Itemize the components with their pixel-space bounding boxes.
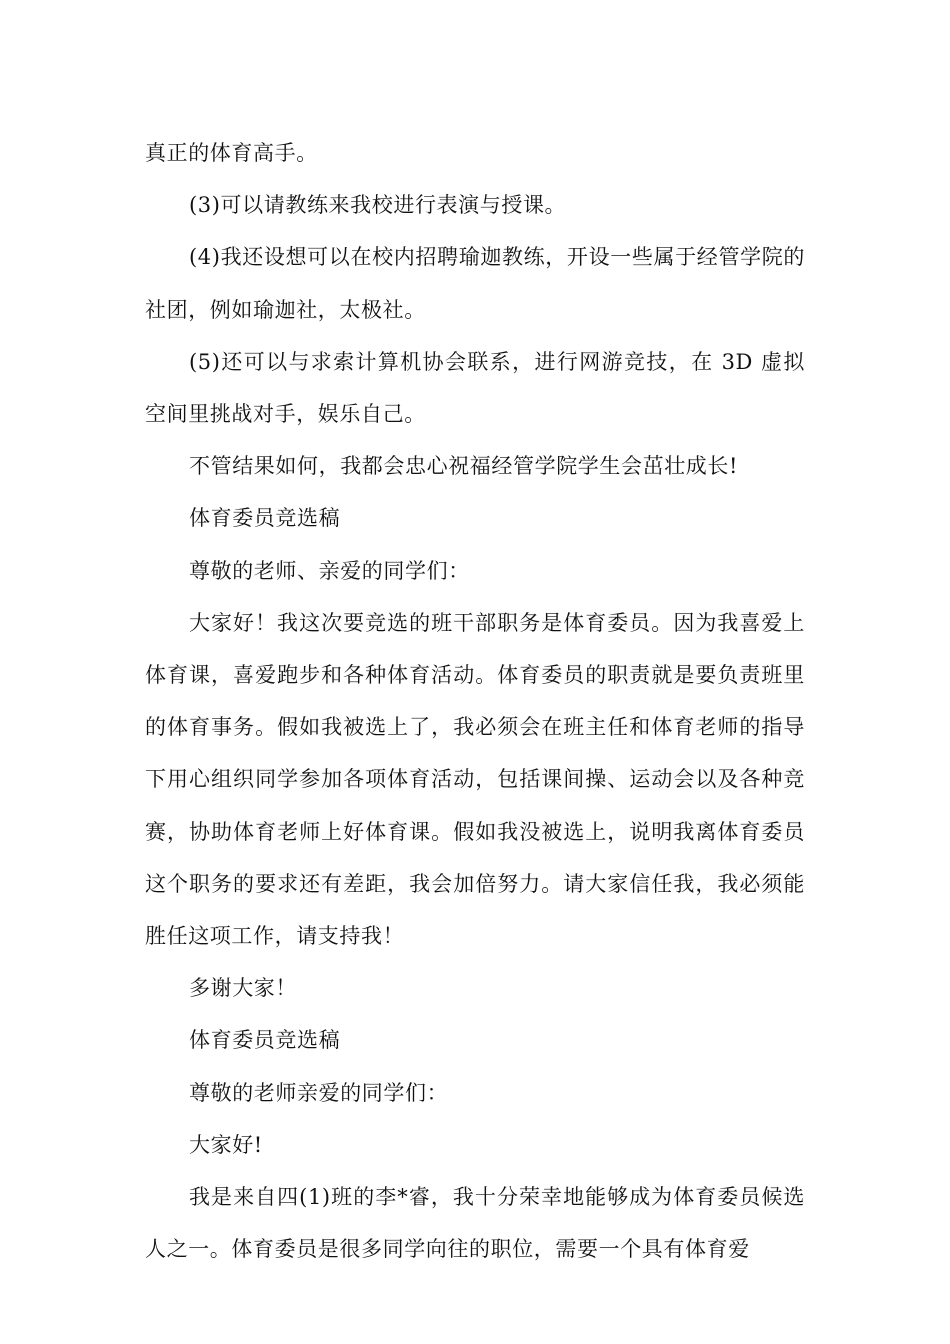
paragraph: 不管结果如何，我都会忠心祝福经管学院学生会茁壮成长! xyxy=(189,454,739,479)
paragraph: (3)可以请教练来我校进行表演与授课。 xyxy=(189,193,567,218)
closing: 多谢大家！ xyxy=(189,976,297,1001)
paragraph: 真正的体育高手。 xyxy=(145,141,318,165)
salutation: 尊敬的老师、亲爱的同学们： xyxy=(189,558,470,583)
salutation: 尊敬的老师亲爱的同学们： xyxy=(189,1080,449,1105)
paragraph: (5)还可以与求索计算机协会联系，进行网游竞技，在 3D 虚拟空间里挑战对手，娱乐自己。 xyxy=(145,349,805,427)
document-body xyxy=(145,127,805,1275)
paragraph: 大家好！我这次要竞选的班干部职务是体育委员。因为我喜爱上体育课，喜爱跑步和各种体育活动。体育委员的职责就是要负责班里的体育事务。假如我被选上了，我必须会在班主任和体育老师的指导下用心组织同学参加各项体育活动，包括课间操、运动会以及各种竞赛，协助体育老师上好体育课。假如我没被选上，说明我离体育委员这个职务的要求还有差距，我会加倍努力。请大家信任我，我必须能胜任这项工作，请支持我！ xyxy=(145,610,805,949)
paragraph: (4)我还设想可以在校内招聘瑜迦教练，开设一些属于经管学院的社团，例如瑜迦社，太极社。 xyxy=(145,245,805,322)
paragraph: 我是来自四(1)班的李*睿，我十分荣幸地能够成为体育委员候选人之一。体育委员是很多同学向往的职位，需要一个具有体育爱 xyxy=(145,1185,805,1262)
greeting: 大家好! xyxy=(189,1132,263,1157)
section-title: 体育委员竞选稿 xyxy=(189,506,341,531)
section-title: 体育委员竞选稿 xyxy=(189,1028,341,1053)
